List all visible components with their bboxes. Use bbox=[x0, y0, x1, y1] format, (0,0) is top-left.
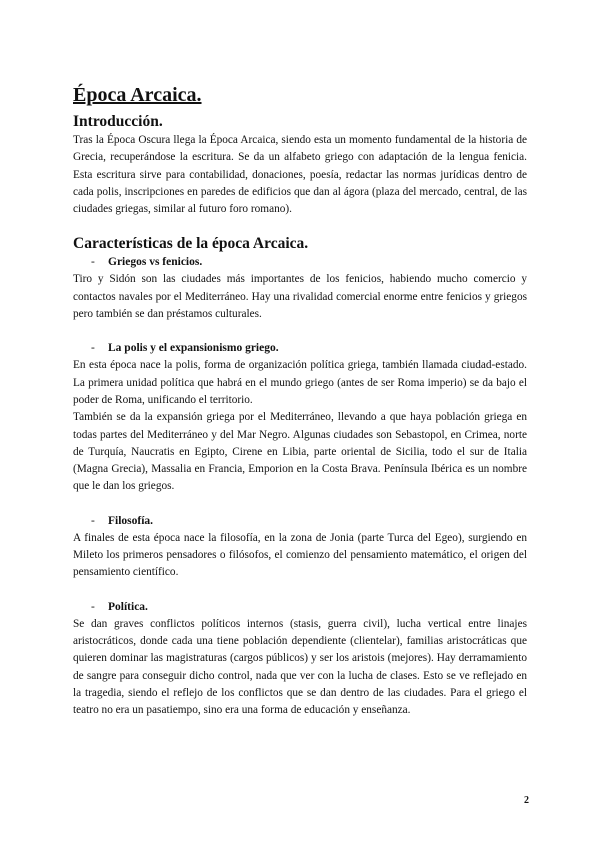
paragraph-griegos-fenicios: Tiro y Sidón son las ciudades más importantes de los fenicios, habiendo mucho comercio y contactos navales por el Mediterráneo. Hay una rivalidad comercial enorme entre fenicios y griegos pero también se dan préstamos culturales. bbox=[73, 273, 527, 321]
bullet-heading-filosofia bbox=[73, 513, 527, 530]
bullet-heading-politica bbox=[73, 599, 527, 616]
bullet-title: Filosofía. bbox=[108, 514, 154, 527]
paragraph-politica: Se dan graves conflictos políticos internos (stasis, guerra civil), lucha vertical entre linajes aristocráticos, donde cada una tiene población dependiente (clientelar), familias aristocráticas que quieren dominar las magistraturas (cargos públicos) y ser los aristois (mejores). Hay derramamiento de sangre para conseguir dicho control, nada que ver con la lucha de clases. Esto se ve reflejado en la tragedia, siendo el reflejo de los conflictos que se dan dentro de las ciudades. Para el griego el teatro no era un pasatiempo, sino era una forma de educación y enseñanza. bbox=[73, 617, 527, 717]
bullet-title: Política. bbox=[108, 600, 148, 613]
intro-paragraph: Tras la Época Oscura llega la Época Arcaica, siendo esta un momento fundamental de la historia de Grecia, recuperándose la escritura. Se da un alfabeto griego con adaptación de la lengua fenicia. Esta escritura sirve para contabilidad, donaciones, poesía, redactar las normas jurídicas dentro de cada polis, inscripciones en paredes de edificios que dan al ágora (plaza del mercado, central, de las ciudades griegas, similar al futuro foro romano). bbox=[73, 134, 527, 216]
bullet-marker: - bbox=[91, 256, 95, 269]
section-heading: Características de la época Arcaica. bbox=[73, 235, 309, 253]
paragraph-polis-2: También se da la expansión griega por el Mediterráneo, llevando a que haya población griega en todas partes del Mediterráneo y del Mar Negro. Algunas ciudades son Sebastopol, en Crimea, norte de Turquía, Naucratis en Egipto, Cirene en Libia, parte oriental de Sicilia, todo el sur de Italia (Magna Grecia), Massalia en Francia, Emporion en la Costa Brava. Península Ibérica es un nombre que le dan los griegos. bbox=[73, 411, 527, 493]
page-content bbox=[73, 84, 527, 719]
bullet-marker: - bbox=[91, 514, 95, 527]
bullet-title: Griegos vs fenicios. bbox=[108, 256, 203, 269]
page-title: Época Arcaica. bbox=[73, 84, 202, 106]
bullet-marker: - bbox=[91, 600, 95, 613]
paragraph-polis-1: En esta época nace la polis, forma de organización política griega, también llamada ciudad-estado. La primera unidad política que habrá en el mundo griego (antes de ser Roma imperio) se da bajo el poder de Roma, unificando el territorio. bbox=[73, 359, 527, 406]
paragraph-filosofia: A finales de esta época nace la filosofía, en la zona de Jonia (parte Turca del Egeo), surgiendo en Mileto los primeros pensadores o filósofos, el comienzo del pensamiento matemático, el origen del pensamiento científico. bbox=[73, 531, 527, 579]
bullet-heading-griegos-fenicios bbox=[73, 254, 527, 271]
bullet-title: La polis y el expansionismo griego. bbox=[108, 342, 279, 355]
bullet-marker: - bbox=[91, 342, 95, 355]
bullet-heading-polis bbox=[73, 340, 527, 357]
intro-heading: Introducción. bbox=[73, 113, 163, 130]
page-number: 2 bbox=[524, 795, 529, 806]
